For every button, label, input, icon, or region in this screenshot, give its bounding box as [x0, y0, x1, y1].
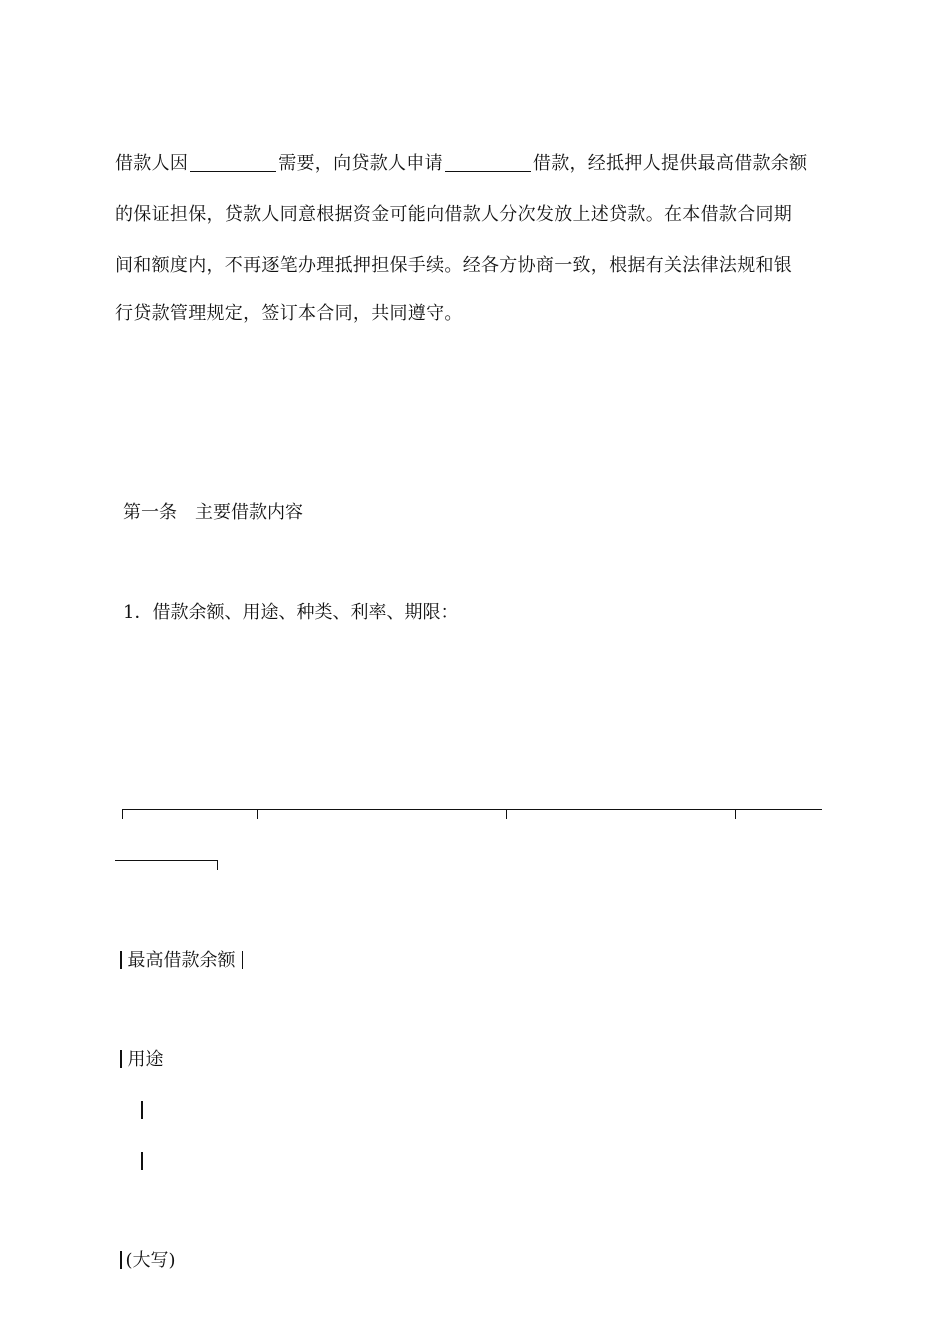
table-column-divider	[257, 809, 258, 819]
table-row-purpose	[120, 1048, 170, 1072]
intro-text: 借款人因	[115, 153, 189, 174]
table-row-capital-amount	[120, 1249, 182, 1273]
table-row-max-balance	[120, 949, 243, 973]
intro-text: 需要，向贷款人申请	[278, 153, 443, 174]
cell-label: 最高借款余额	[127, 950, 236, 971]
cell-border	[141, 1152, 143, 1170]
article-1-item-1: 1．借款余额、用途、种类、利率、期限：	[123, 602, 459, 623]
cell-border	[120, 1050, 122, 1068]
cell-label: 用途	[127, 1049, 164, 1070]
intro-line-3: 间和额度内，不再逐笔办理抵押担保手续。经各方协商一致，根据有关法律法规和银	[115, 255, 793, 276]
table-top-border-wrap	[115, 860, 218, 861]
table-corner-left	[122, 809, 123, 819]
cell-border	[242, 951, 244, 969]
cell-border	[141, 1101, 143, 1119]
table-top-border	[122, 809, 822, 810]
table-column-divider	[735, 809, 736, 819]
cell-border	[120, 1251, 122, 1269]
intro-text: 借款，经抵押人提供最高借款余额	[532, 153, 808, 174]
table-column-divider	[506, 809, 507, 819]
table-row-continuation	[141, 1150, 143, 1174]
cell-border	[120, 951, 122, 969]
purpose-blank	[190, 153, 276, 172]
intro-line-4: 行贷款管理规定，签订本合同，共同遵守。	[115, 303, 463, 324]
cell-label: (大写)	[125, 1250, 176, 1271]
intro-line-2: 的保证担保，贷款人同意根据资金可能向借款人分次发放上述贷款。在本借款合同期	[115, 204, 793, 225]
amount-blank	[445, 153, 531, 172]
table-corner-right	[217, 860, 218, 870]
article-1-title: 第一条 主要借款内容	[123, 502, 303, 523]
intro-line-1	[115, 152, 807, 176]
table-row-continuation	[141, 1099, 143, 1123]
